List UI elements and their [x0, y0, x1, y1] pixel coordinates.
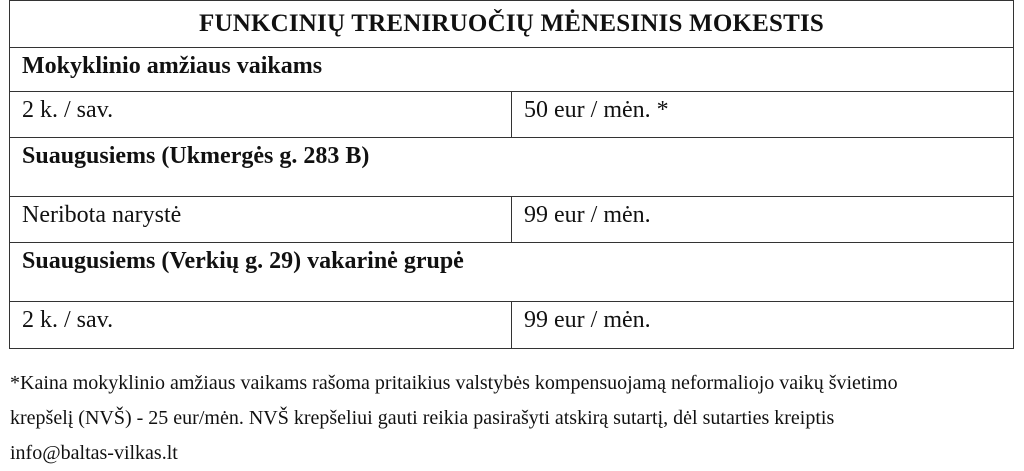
plan-cell: 2 k. / sav.: [10, 302, 512, 348]
footnote-email: info@baltas-vilkas.lt: [10, 442, 178, 464]
price-cell: 99 eur / mėn.: [524, 202, 651, 228]
table-row: [10, 197, 1013, 243]
price-cell: 50 eur / mėn. *: [524, 97, 669, 123]
table-row: [10, 92, 1013, 138]
section-heading-adults-verkiu: Suaugusiems (Verkių g. 29) vakarinė grupė: [10, 243, 1013, 302]
footnote-line: krepšelį (NVŠ) - 25 eur/mėn. NVŠ krepšeliui gauti reikia pasirašyti atskirą sutartį, dėl sutarties kreiptis: [10, 407, 835, 429]
plan-cell: 2 k. / sav.: [10, 92, 512, 137]
table-row: [10, 302, 1013, 348]
footnote: [10, 366, 1015, 471]
plan-cell: Neribota narystė: [10, 197, 512, 242]
footnote-line: *Kaina mokyklinio amžiaus vaikams rašoma pritaikius valstybės kompensuojamą neformaliojo vaikų švietimo: [10, 372, 898, 394]
section-heading-adults-ukmerges: Suaugusiems (Ukmergės g. 283 B): [10, 138, 1013, 197]
price-cell: 99 eur / mėn.: [524, 307, 651, 333]
pricing-table: [9, 0, 1014, 349]
section-heading-children: Mokyklinio amžiaus vaikams: [10, 48, 1013, 92]
table-title: FUNKCINIŲ TRENIRUOČIŲ MĖNESINIS MOKESTIS: [10, 1, 1013, 48]
